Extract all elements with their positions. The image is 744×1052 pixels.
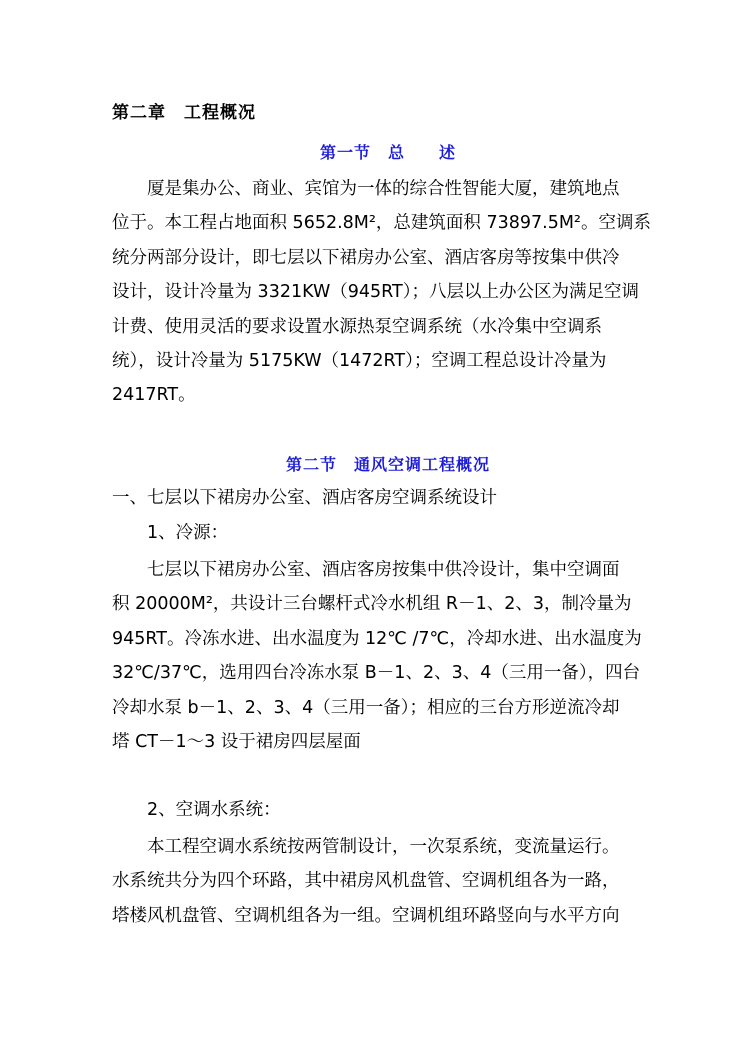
chapter-title: 第二章 工程概况 [112, 103, 256, 123]
paragraph-line: 统分两部分设计，即七层以下裙房办公室、酒店客房等按集中供冷 [112, 247, 620, 268]
paragraph-line: 冷却水泵 b－1、2、3、4（三用一备）；相应的三台方形逆流冷却 [112, 697, 620, 718]
paragraph-line: 塔楼风机盘管、空调机组各为一组。空调机组环路竖向与水平方向 [112, 905, 620, 926]
item-1-heading: 1、冷源： [147, 523, 229, 543]
subheading-1: 一、七层以下裙房办公室、酒店客房空调系统设计 [112, 488, 497, 508]
section-2-paragraph-1 [112, 553, 642, 759]
section-1-title: 第一节 总 述 [320, 143, 457, 162]
paragraph-line: 七层以下裙房办公室、酒店客房按集中供冷设计，集中空调面 [112, 560, 620, 580]
paragraph-line: 945RT。冷冻水进、出水温度为 12℃ /7℃，冷却水进、出水温度为 [112, 628, 642, 649]
paragraph-line: 统），设计冷量为 5175KW（1472RT）；空调工程总设计冷量为 [112, 351, 607, 372]
section-2-paragraph-2 [112, 830, 637, 933]
paragraph-line: 32℃/37℃，选用四台冷冻水泵 B－1、2、3、4（三用一备），四台 [112, 663, 641, 684]
paragraph-line: 位于。本工程占地面积 5652.8M²，总建筑面积 73897.5M²。空调系 [112, 213, 651, 234]
item-2-heading: 2、空调水系统： [147, 800, 281, 820]
section-2-title: 第二节 通风空调工程概况 [286, 455, 491, 474]
paragraph-line: 水系统共分为四个环路，其中裙房风机盘管、空调机组各为一路， [112, 871, 620, 892]
paragraph-line: 设计，设计冷量为 3321KW（945RT）；八层以上办公区为满足空调 [112, 282, 639, 303]
paragraph-line: 塔 CT－1～3 设于裙房四层屋面 [112, 732, 361, 753]
paragraph-line: 本工程空调水系统按两管制设计，一次泵系统，变流量运行。 [112, 837, 620, 857]
paragraph-line: 积 20000M²，共设计三台螺杆式冷水机组 R－1、2、3，制冷量为 [112, 594, 632, 615]
paragraph-line: 计费、使用灵活的要求设置水源热泵空调系统（水冷集中空调系 [112, 316, 602, 337]
paragraph-line: 2417RT。 [112, 385, 196, 406]
section-1-paragraph [112, 172, 651, 413]
paragraph-line: 厦是集办公、商业、宾馆为一体的综合性智能大厦，建筑地点 [112, 179, 620, 199]
